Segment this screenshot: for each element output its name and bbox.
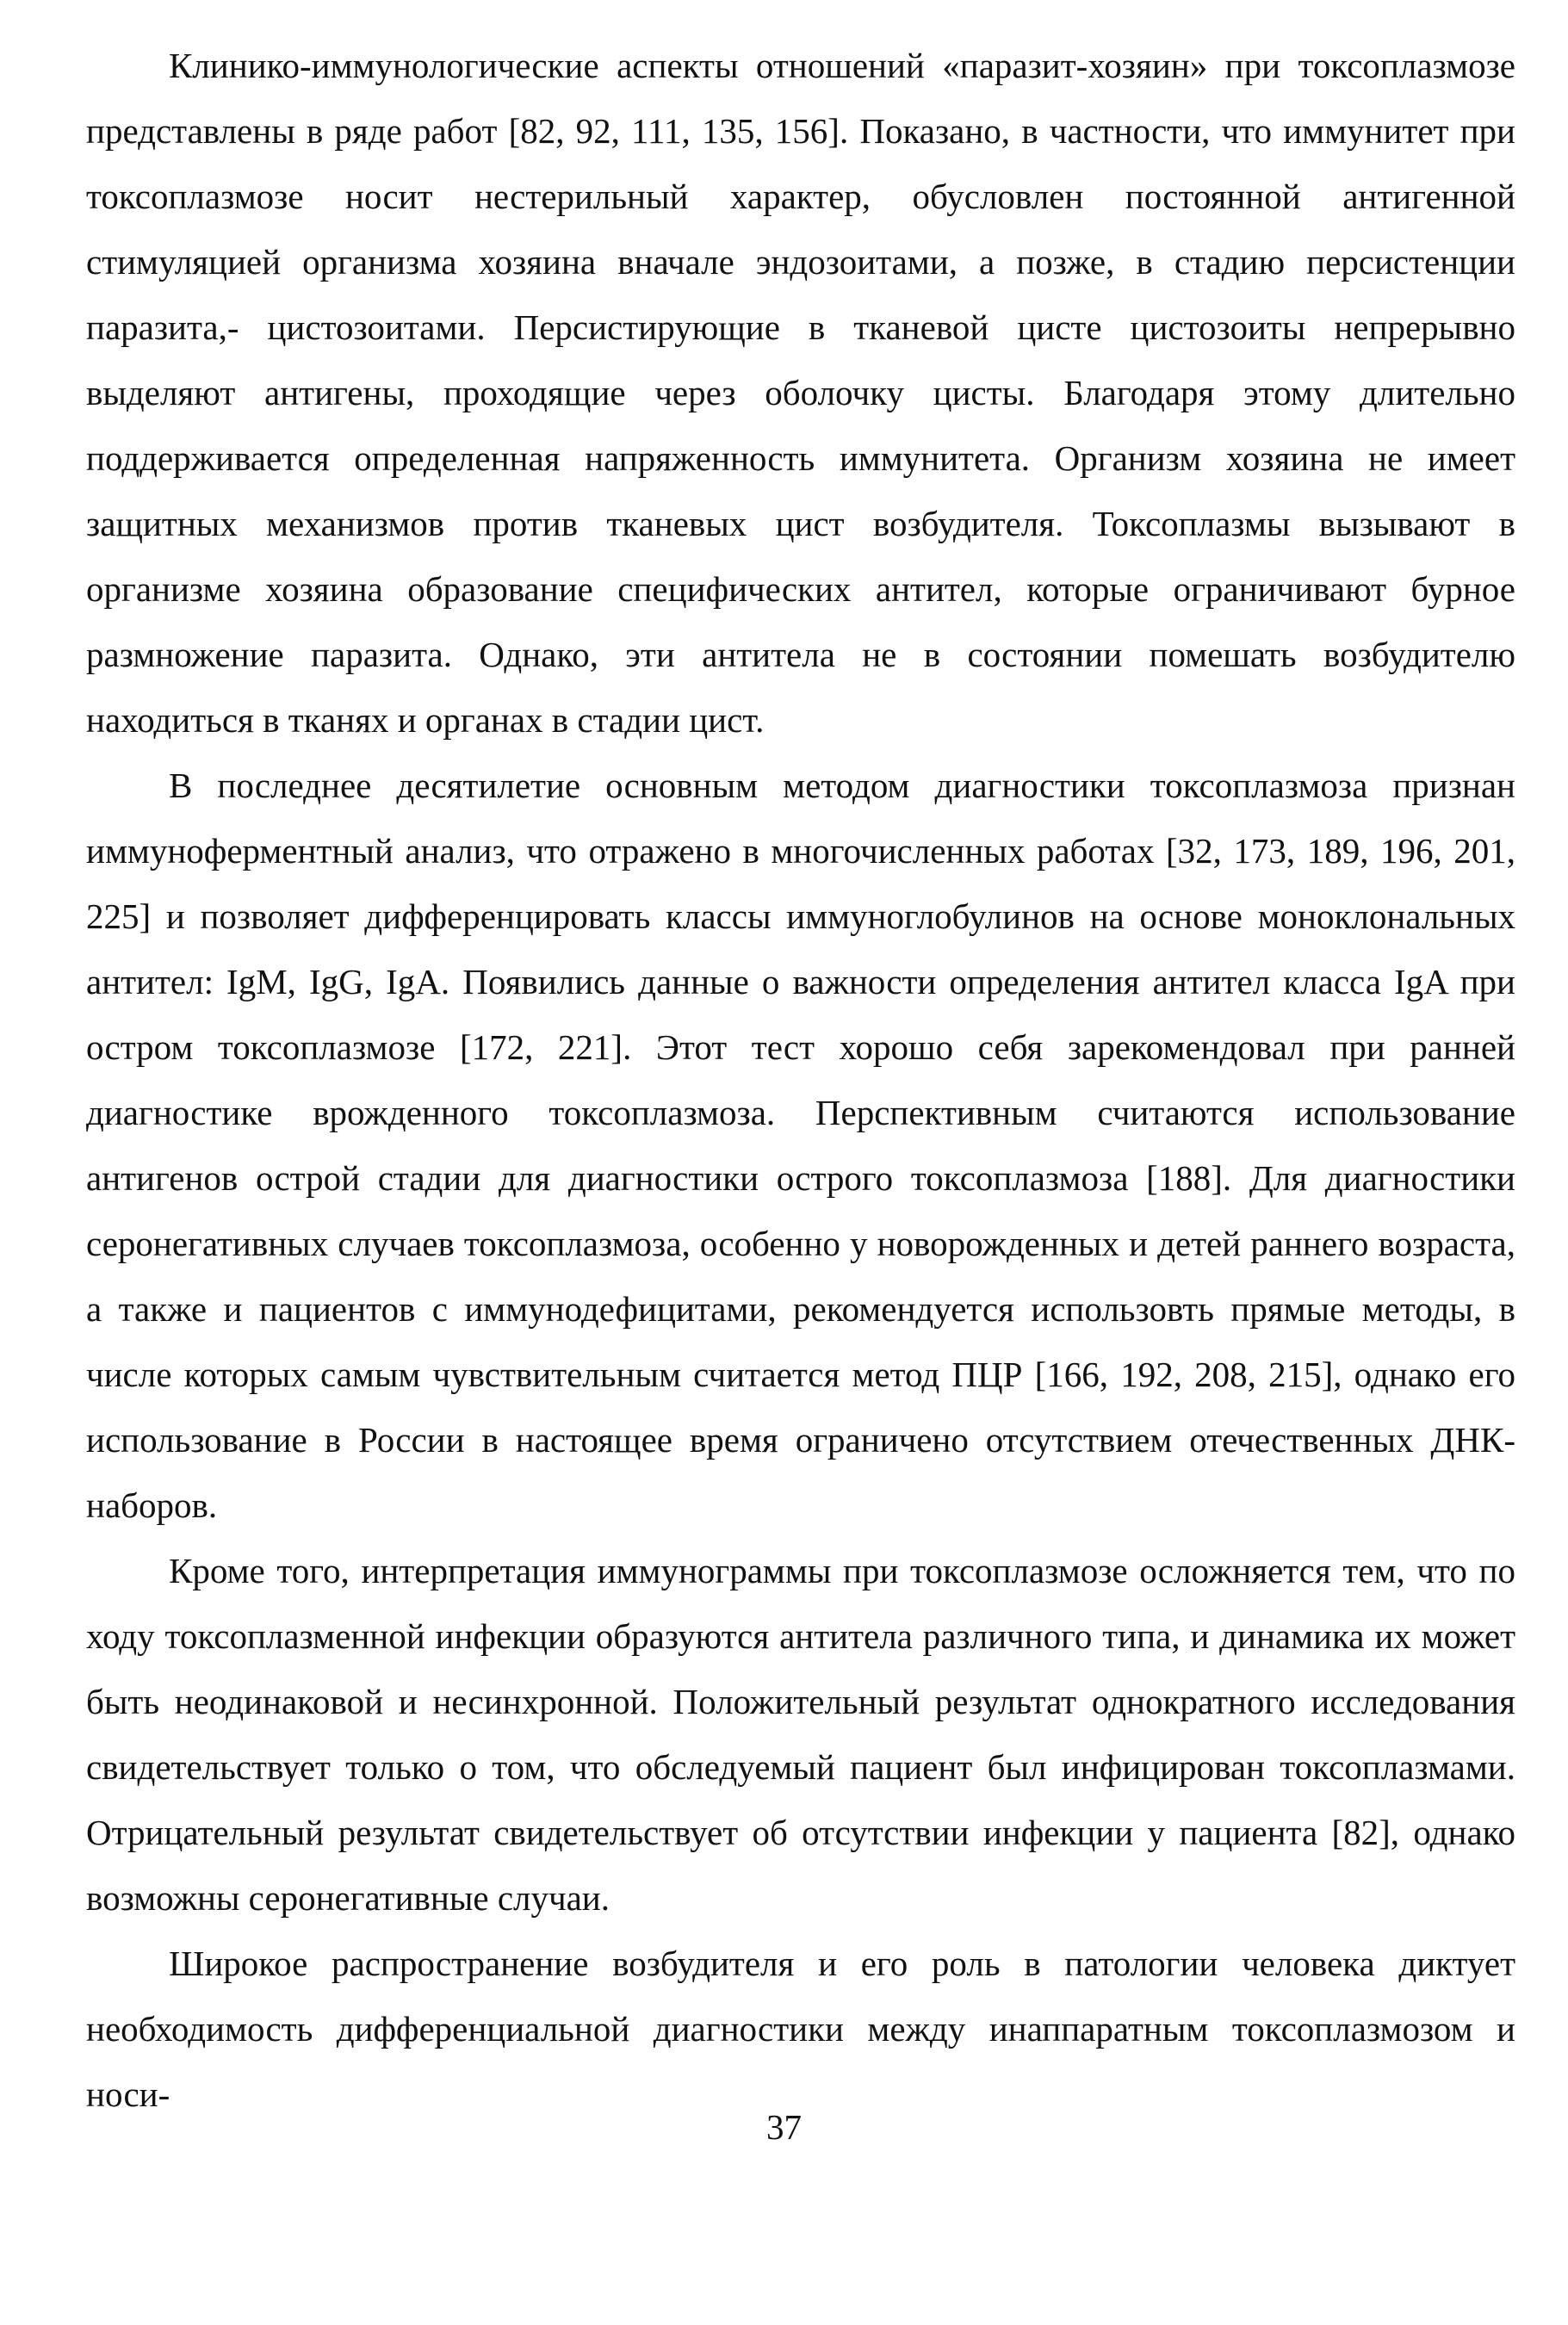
- page-number: 37: [766, 2107, 802, 2147]
- body-text: [86, 33, 1515, 2127]
- paragraph-2: В последнее десятилетие основным методом диагностики токсоплазмоза признан иммуноферментный анализ, что отражено в многочисленных работах [32, 173, 189, 196, 201, 225] и позволяет дифференцировать классы иммуноглобулинов на основе моноклональных антител: IgM, IgG, IgA. Появились данные о важности определения антител класса IgA при остром токсоплазмозе [172, 221]. Этот тест хорошо себя зарекомендовал при ранней диагностике врожденного токсоплазмоза. Перспективным считаются использование антигенов острой стадии для диагностики острого токсоплазмоза [188]. Для диагностики серонегативных случаев токсоплазмоза, особенно у новорожденных и детей раннего возраста, а также и пациентов с иммунодефицитами, рекомендуется использовть прямые методы, в числе которых самым чувствительным считается метод ПЦР [166, 192, 208, 215], однако его использование в России в настоящее время ограничено отсутствием отечественных ДНК-наборов.: [86, 766, 1515, 1525]
- paragraph-4: Широкое распространение возбудителя и его роль в патологии человека диктует необходимость дифференциальной диагностики между инаппаратным токсоплазмозом и носи-: [86, 1944, 1515, 2114]
- paragraph-1: Клинико-иммунологические аспекты отношений «паразит-хозяин» при токсоплазмозе представлены в ряде работ [82, 92, 111, 135, 156]. Показано, в частности, что иммунитет при токсоплазмозе носит нестерильный характер, обусловлен постоянной антигенной стимуляцией организма хозяина вначале эндозоитами, а позже, в стадию персистенции паразита,- цистозоитами. Персистирующие в тканевой цисте цистозоиты непрерывно выделяют антигены, проходящие через оболочку цисты. Благодаря этому длительно поддерживается определенная напряженность иммунитета. Организм хозяина не имеет защитных механизмов против тканевых цист возбудителя. Токсоплазмы вызывают в организме хозяина образование специфических антител, которые ограничивают бурное размножение паразита. Однако, эти антитела не в состоянии помешать возбудителю находиться в тканях и органах в стадии цист.: [86, 46, 1515, 740]
- paragraph-3: Кроме того, интерпретация иммунограммы при токсоплазмозе осложняется тем, что по ходу токсоплазменной инфекции образуются антитела различного типа, и динамика их может быть неодинаковой и несинхронной. Положительный результат однократного исследования свидетельствует только о том, что обследуемый пациент был инфицирован токсоплазмами. Отрицательный результат свидетельствует об отсутствии инфекции у пациента [82], однако возможны серонегативные случаи.: [86, 1551, 1515, 1918]
